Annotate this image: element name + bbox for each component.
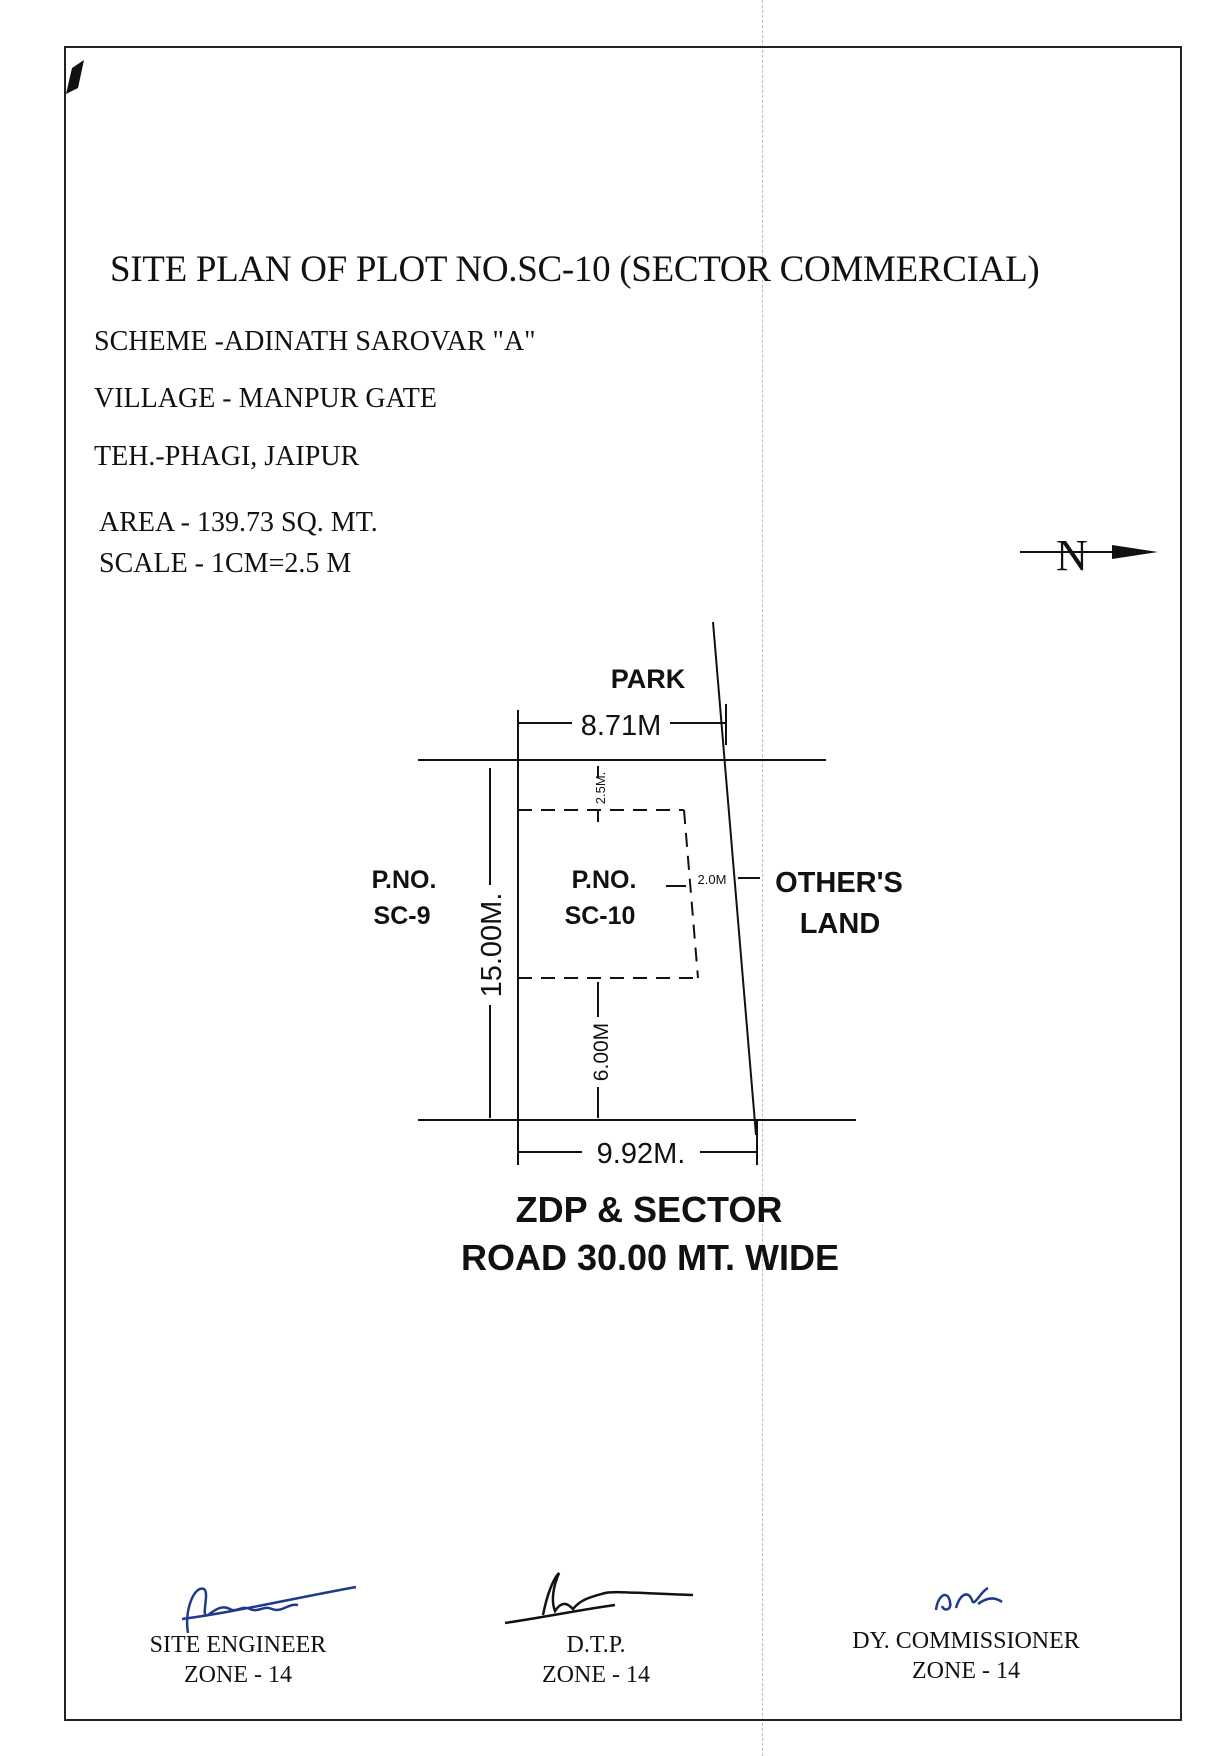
plot-label-line1: P.NO. xyxy=(571,866,637,894)
dy-commissioner-caption xyxy=(831,1626,1101,1686)
building-envelope xyxy=(518,810,698,978)
depth-dimension: 15.00M. xyxy=(476,892,508,998)
side-setback-dimension: 2.0M xyxy=(697,872,727,887)
front-setback-dimension: 2.5M. xyxy=(593,771,608,805)
top-width-dimension: 8.71M xyxy=(580,710,662,742)
scale-text: SCALE - 1CM=2.5 M xyxy=(99,548,352,579)
road-label-line1: ZDP & SECTOR xyxy=(515,1189,783,1230)
adjacent-plot-line2: SC-9 xyxy=(373,902,431,930)
bottom-width-dimension: 9.92M. xyxy=(596,1138,686,1170)
adjacent-plot-line1: P.NO. xyxy=(371,866,437,894)
others-land-line2: LAND xyxy=(799,908,881,940)
dtp-signature xyxy=(495,1565,695,1635)
site-engineer-zone: ZONE - 14 xyxy=(184,1662,292,1688)
dtp-caption xyxy=(506,1630,686,1690)
dtp-zone: ZONE - 14 xyxy=(542,1662,650,1688)
dtp-title: D.T.P. xyxy=(566,1632,626,1658)
rear-setback-dimension: 6.00M xyxy=(590,1022,613,1082)
park-label: PARK xyxy=(610,664,686,694)
site-engineer-title: SITE ENGINEER xyxy=(149,1632,327,1658)
dy-commissioner-signature xyxy=(930,1580,1010,1620)
scheme-text: SCHEME -ADINATH SAROVAR "A" xyxy=(94,326,536,357)
site-engineer-caption xyxy=(133,1630,343,1690)
road-label-line2: ROAD 30.00 MT. WIDE xyxy=(460,1237,840,1278)
page-title: SITE PLAN OF PLOT NO.SC-10 (SECTOR COMMERCIAL) xyxy=(110,249,1040,290)
others-land-line1: OTHER'S xyxy=(775,867,903,899)
area-text: AREA - 139.73 SQ. MT. xyxy=(99,507,378,538)
dy-commissioner-zone: ZONE - 14 xyxy=(912,1658,1020,1684)
north-letter: N xyxy=(1056,531,1088,580)
village-text: VILLAGE - MANPUR GATE xyxy=(94,383,437,414)
dy-commissioner-title: DY. COMMISSIONER xyxy=(852,1628,1080,1654)
tehsil-text: TEH.-PHAGI, JAIPUR xyxy=(94,441,360,472)
plot-label-line2: SC-10 xyxy=(564,902,636,930)
